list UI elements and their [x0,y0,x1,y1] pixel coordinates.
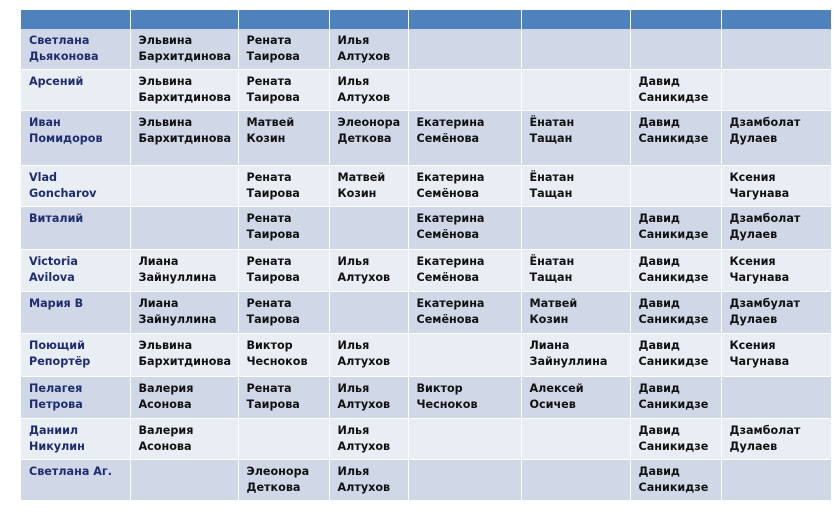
header-cell [329,10,408,29]
table-cell: Матвей Козин [521,292,630,334]
table-cell: Ксения Чагунава [721,250,831,292]
table-cell: Ксения Чагунава [721,166,831,207]
table-cell: Ёнатан Тащан [521,111,630,166]
row-name-cell: Vlad Goncharov [21,166,130,207]
table-cell: Рената Таирова [238,70,329,111]
table-cell: Рената Таирова [238,207,329,250]
table-cell [329,207,408,250]
table-row [21,70,831,111]
header-cell [21,10,130,29]
header-cell [408,10,521,29]
table-cell: Эльвина Бархитдинова [130,111,238,166]
table-cell [130,166,238,207]
row-name-cell: Арсений [21,70,130,111]
table-cell [238,419,329,460]
table-cell: Екатерина Семёнова [408,250,521,292]
table-cell: Матвей Козин [238,111,329,166]
row-name-cell: Мария В [21,292,130,334]
table-cell: Илья Алтухов [329,377,408,419]
table-cell [630,29,721,70]
table-cell: Лиана Зайнуллина [521,334,630,377]
table-cell: Дзамболат Дулаев [721,111,831,166]
table-row [21,207,831,250]
table-cell [630,166,721,207]
table-cell [408,29,521,70]
header-cell [238,10,329,29]
table-cell: Илья Алтухов [329,334,408,377]
table-cell: Матвей Козин [329,166,408,207]
row-name-cell: Виталий [21,207,130,250]
table-cell: Екатерина Семёнова [408,166,521,207]
table-row [21,419,831,460]
table-cell: Ёнатан Тащан [521,166,630,207]
table-cell: Виктор Чесноков [238,334,329,377]
table-cell: Дзамболат Дулаев [721,419,831,460]
table-row [21,111,831,166]
table-cell [408,334,521,377]
table-cell: Алексей Осичев [521,377,630,419]
table-cell: Илья Алтухов [329,460,408,501]
table-cell: Давид Саникидзе [630,70,721,111]
table-cell [408,419,521,460]
table-cell: Эльвина Бархитдинова [130,29,238,70]
table-cell: Илья Алтухов [329,250,408,292]
table-row [21,292,831,334]
table-cell [130,460,238,501]
header-cell [130,10,238,29]
table-cell [721,377,831,419]
table-cell [408,460,521,501]
table-cell: Илья Алтухов [329,419,408,460]
row-name-cell: Иван Помидоров [21,111,130,166]
table-cell: Эльвина Бархитдинова [130,70,238,111]
table-cell: Ксения Чагунава [721,334,831,377]
table-cell: Лиана Зайнуллина [130,292,238,334]
table-cell: Дзамбулат Дулаев [721,292,831,334]
table-cell: Давид Саникидзе [630,419,721,460]
header-cell [721,10,831,29]
table-cell [721,70,831,111]
table-row [21,166,831,207]
table-cell: Валерия Асонова [130,419,238,460]
table-cell: Илья Алтухов [329,70,408,111]
table-row [21,250,831,292]
table-cell [130,207,238,250]
row-name-cell: Пелагея Петрова [21,377,130,419]
row-name-cell: Даниил Никулин [21,419,130,460]
table-cell: Екатерина Семёнова [408,207,521,250]
table-cell: Ёнатан Тащан [521,250,630,292]
table-cell [521,70,630,111]
table-cell: Дзамболат Дулаев [721,207,831,250]
table-cell [408,70,521,111]
assignment-table-container [21,10,831,501]
header-cell [521,10,630,29]
row-name-cell: Victoria Avilova [21,250,130,292]
row-name-cell: Светлана Дьяконова [21,29,130,70]
table-cell [521,419,630,460]
table-cell: Элеонора Деткова [238,460,329,501]
table-cell: Лиана Зайнуллина [130,250,238,292]
header-cell [630,10,721,29]
table-row [21,29,831,70]
table-header-row [21,10,831,29]
table-cell: Рената Таирова [238,250,329,292]
table-cell: Эльвина Бархитдинова [130,334,238,377]
table-cell [721,29,831,70]
table-cell: Давид Саникидзе [630,460,721,501]
table-cell: Валерия Асонова [130,377,238,419]
row-name-cell: Светлана Аг. [21,460,130,501]
table-cell [721,460,831,501]
table-cell: Рената Таирова [238,29,329,70]
table-cell: Екатерина Семёнова [408,111,521,166]
table-cell: Екатерина Семёнова [408,292,521,334]
table-cell: Рената Таирова [238,377,329,419]
table-cell: Илья Алтухов [329,29,408,70]
table-cell: Рената Таирова [238,292,329,334]
table-cell: Элеонора Деткова [329,111,408,166]
table-cell: Давид Саникидзе [630,334,721,377]
table-cell: Давид Саникидзе [630,377,721,419]
row-name-cell: Поющий Репортёр [21,334,130,377]
table-cell: Виктор Чесноков [408,377,521,419]
table-cell: Давид Саникидзе [630,207,721,250]
table-cell [521,29,630,70]
table-cell [521,207,630,250]
table-cell [521,460,630,501]
table-row [21,334,831,377]
table-cell [329,292,408,334]
table-cell: Давид Саникидзе [630,292,721,334]
assignment-table [21,10,832,501]
table-cell: Рената Таирова [238,166,329,207]
table-row [21,377,831,419]
table-row [21,460,831,501]
table-cell: Давид Саникидзе [630,111,721,166]
table-cell: Давид Саникидзе [630,250,721,292]
